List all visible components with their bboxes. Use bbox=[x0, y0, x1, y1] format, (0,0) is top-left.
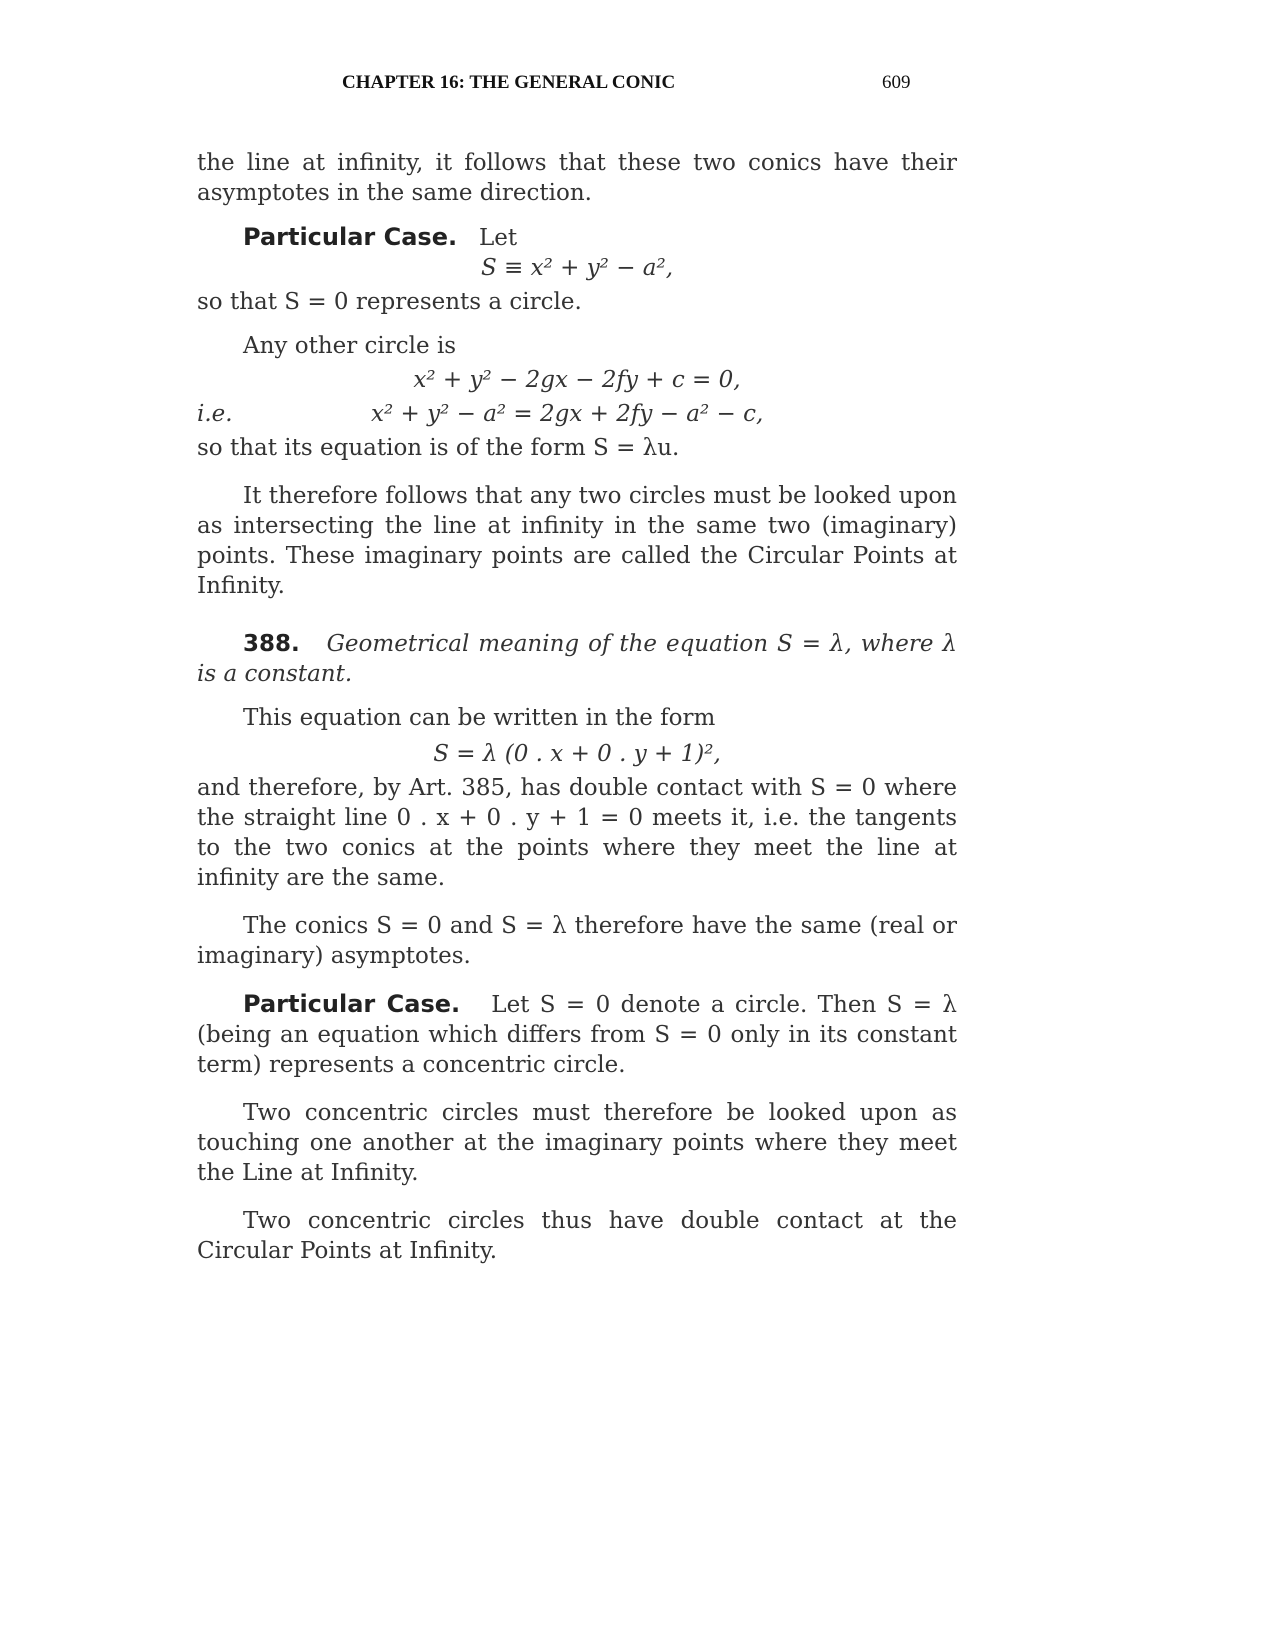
particular-case-2 bbox=[197, 989, 957, 1080]
article-heading bbox=[197, 629, 957, 689]
equation-label: i.e. bbox=[197, 401, 233, 427]
paragraph-written-form: This equation can be written in the form bbox=[243, 705, 716, 731]
particular-case-label: Particular Case. bbox=[243, 990, 461, 1018]
particular-case-text: Let S = 0 denote a circle. Then S = λ (being an equation which differs from S = 0 only in its constant term) represents a concentric circle. bbox=[197, 992, 957, 1078]
page-number: 609 bbox=[882, 72, 911, 93]
paragraph-continuation: the line at infinity, it follows that these two conics have their asymptotes in the same direction. bbox=[197, 150, 957, 206]
article-title: Geometrical meaning of the equation S = λ, where λ is a constant. bbox=[197, 631, 957, 687]
paragraph-other-circle: Any other circle is bbox=[243, 333, 457, 359]
equation-text: S ≡ x² + y² − a², bbox=[480, 255, 674, 281]
equation-rearranged bbox=[197, 399, 957, 433]
article-number: 388. bbox=[243, 631, 300, 657]
equation-circle-s bbox=[197, 253, 957, 287]
paragraph-form: so that its equation is of the form S = λu. bbox=[197, 435, 680, 461]
equation-lambda-form bbox=[197, 739, 957, 773]
paragraph-concentric-contact: Two concentric circles thus have double contact at the Circular Points at Infinity. bbox=[197, 1208, 957, 1264]
equation-text: x² + y² − a² = 2gx + 2fy − a² − c, bbox=[371, 401, 764, 427]
paragraph-asymptotes: The conics S = 0 and S = λ therefore have the same (real or imaginary) asymptotes. bbox=[197, 913, 957, 969]
particular-case-text: Let bbox=[479, 225, 518, 251]
chapter-title: CHAPTER 16: THE GENERAL CONIC bbox=[342, 72, 676, 93]
paragraph-concentric-touching: Two concentric circles must therefore be looked upon as touching one another at the imaginary points where they meet the Line at Infinity. bbox=[197, 1100, 957, 1186]
paragraph-circle: so that S = 0 represents a circle. bbox=[197, 289, 582, 315]
particular-case-1 bbox=[197, 222, 957, 253]
paragraph-circular-points: It therefore follows that any two circles must be looked upon as intersecting the line at infinity in the same two (imaginary) points. These imaginary points are called the Circular Points at Infinity. bbox=[197, 483, 957, 599]
equation-general-circle bbox=[197, 365, 957, 399]
paragraph-double-contact: and therefore, by Art. 385, has double contact with S = 0 where the straight line 0 . x + 0 . y + 1 = 0 meets it, i.e. the tangents to the two conics at the points where they meet the line at infinity are the same. bbox=[197, 775, 957, 891]
particular-case-label: Particular Case. bbox=[243, 223, 458, 251]
equation-text: S = λ (0 . x + 0 . y + 1)², bbox=[433, 741, 721, 767]
page-body bbox=[197, 148, 957, 1266]
equation-text: x² + y² − 2gx − 2fy + c = 0, bbox=[413, 367, 741, 393]
